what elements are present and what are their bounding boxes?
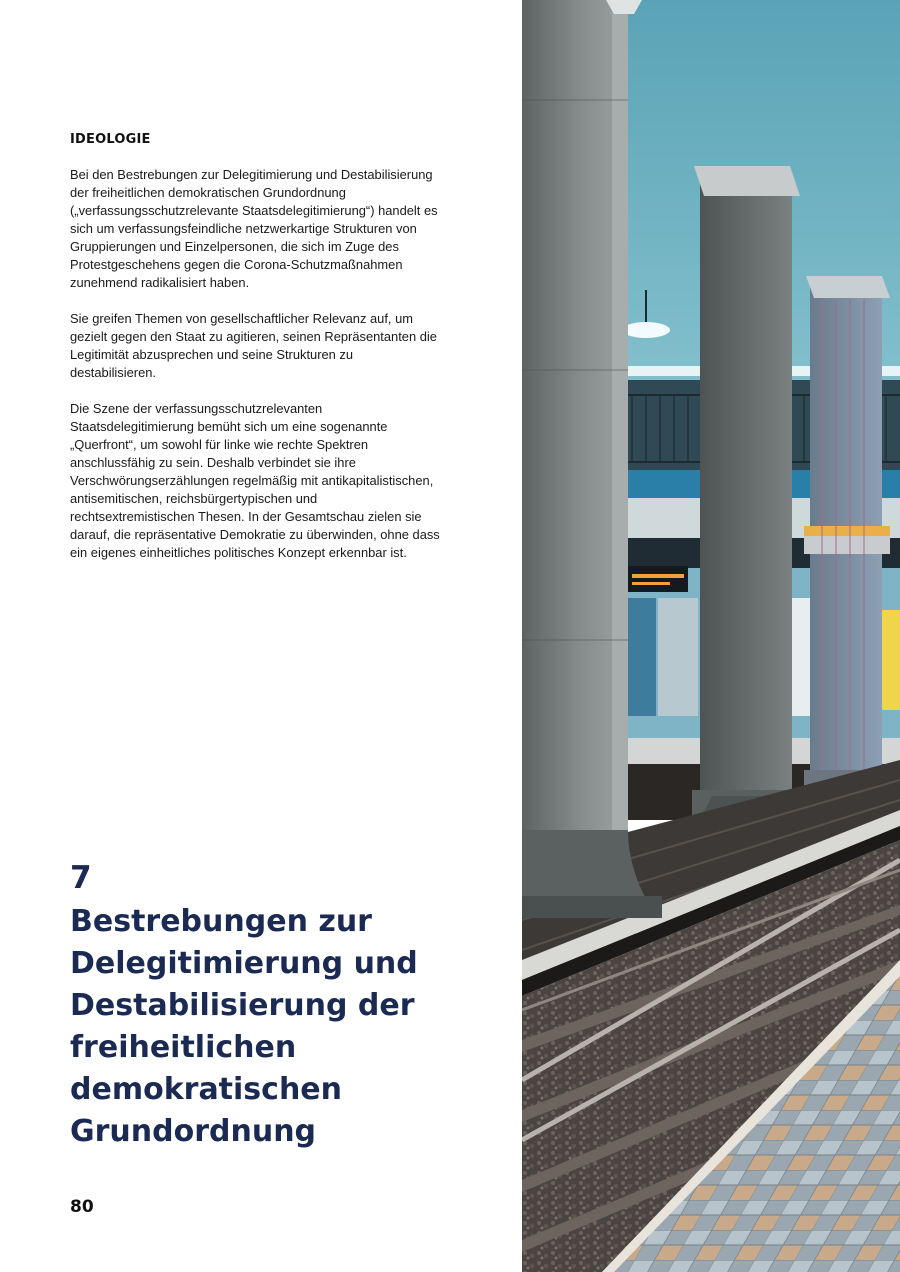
paragraph-2: Sie greifen Themen von gesellschaftlicher Relevanz auf, um gezielt gegen den Staat zu agitieren, seinen Repräsentanten die Legitimität abzusprechen und seine Strukturen zu destabilisieren.	[70, 311, 437, 380]
body-text	[70, 166, 442, 580]
paragraph-3: Die Szene der verfassungsschutzrelevanten Staatsdelegitimierung bemüht sich um eine sogenannte „Querfront“, um sowohl für linke wie rechte Spektren anschlussfähig zu sein. Deshalb verbindet sie ihre Verschwörungserzählungen regelmäßig mit antikapitalistischen, antisemitischen, reichsbürgertypischen und rechtsextremistischen Thesen. In der Gesamtschau zielen sie darauf, die repräsentative Demokratie zu überwinden, ohne dass ein eigenes einheitliches politisches Konzept erkennbar ist.	[70, 401, 440, 560]
paragraph-1: Bei den Bestrebungen zur Delegitimierung und Destabilisierung der freiheitlichen demokratischen Grundordnung („verfassungsschutzrelevante Staatsdelegitimierung“) handelt es sich um verfassungsfeindliche netzwerkartige Strukturen von Gruppierungen und Einzelpersonen, die sich im Zuge des Protestgeschehens gegen die Corona-Schutzmaßnahmen zunehmend radikalisiert haben.	[70, 167, 438, 290]
subway-station-photo	[522, 0, 900, 1272]
chapter-title: Bestrebungen zur Delegitimierung und Destabilisierung der freiheitlichen demokratischen Grundordnung	[70, 904, 418, 1149]
page-number: 80	[70, 1197, 94, 1217]
subway-photo-illustration	[522, 0, 900, 1272]
chapter-number: 7	[70, 860, 92, 896]
section-label: IDEOLOGIE	[70, 132, 151, 147]
